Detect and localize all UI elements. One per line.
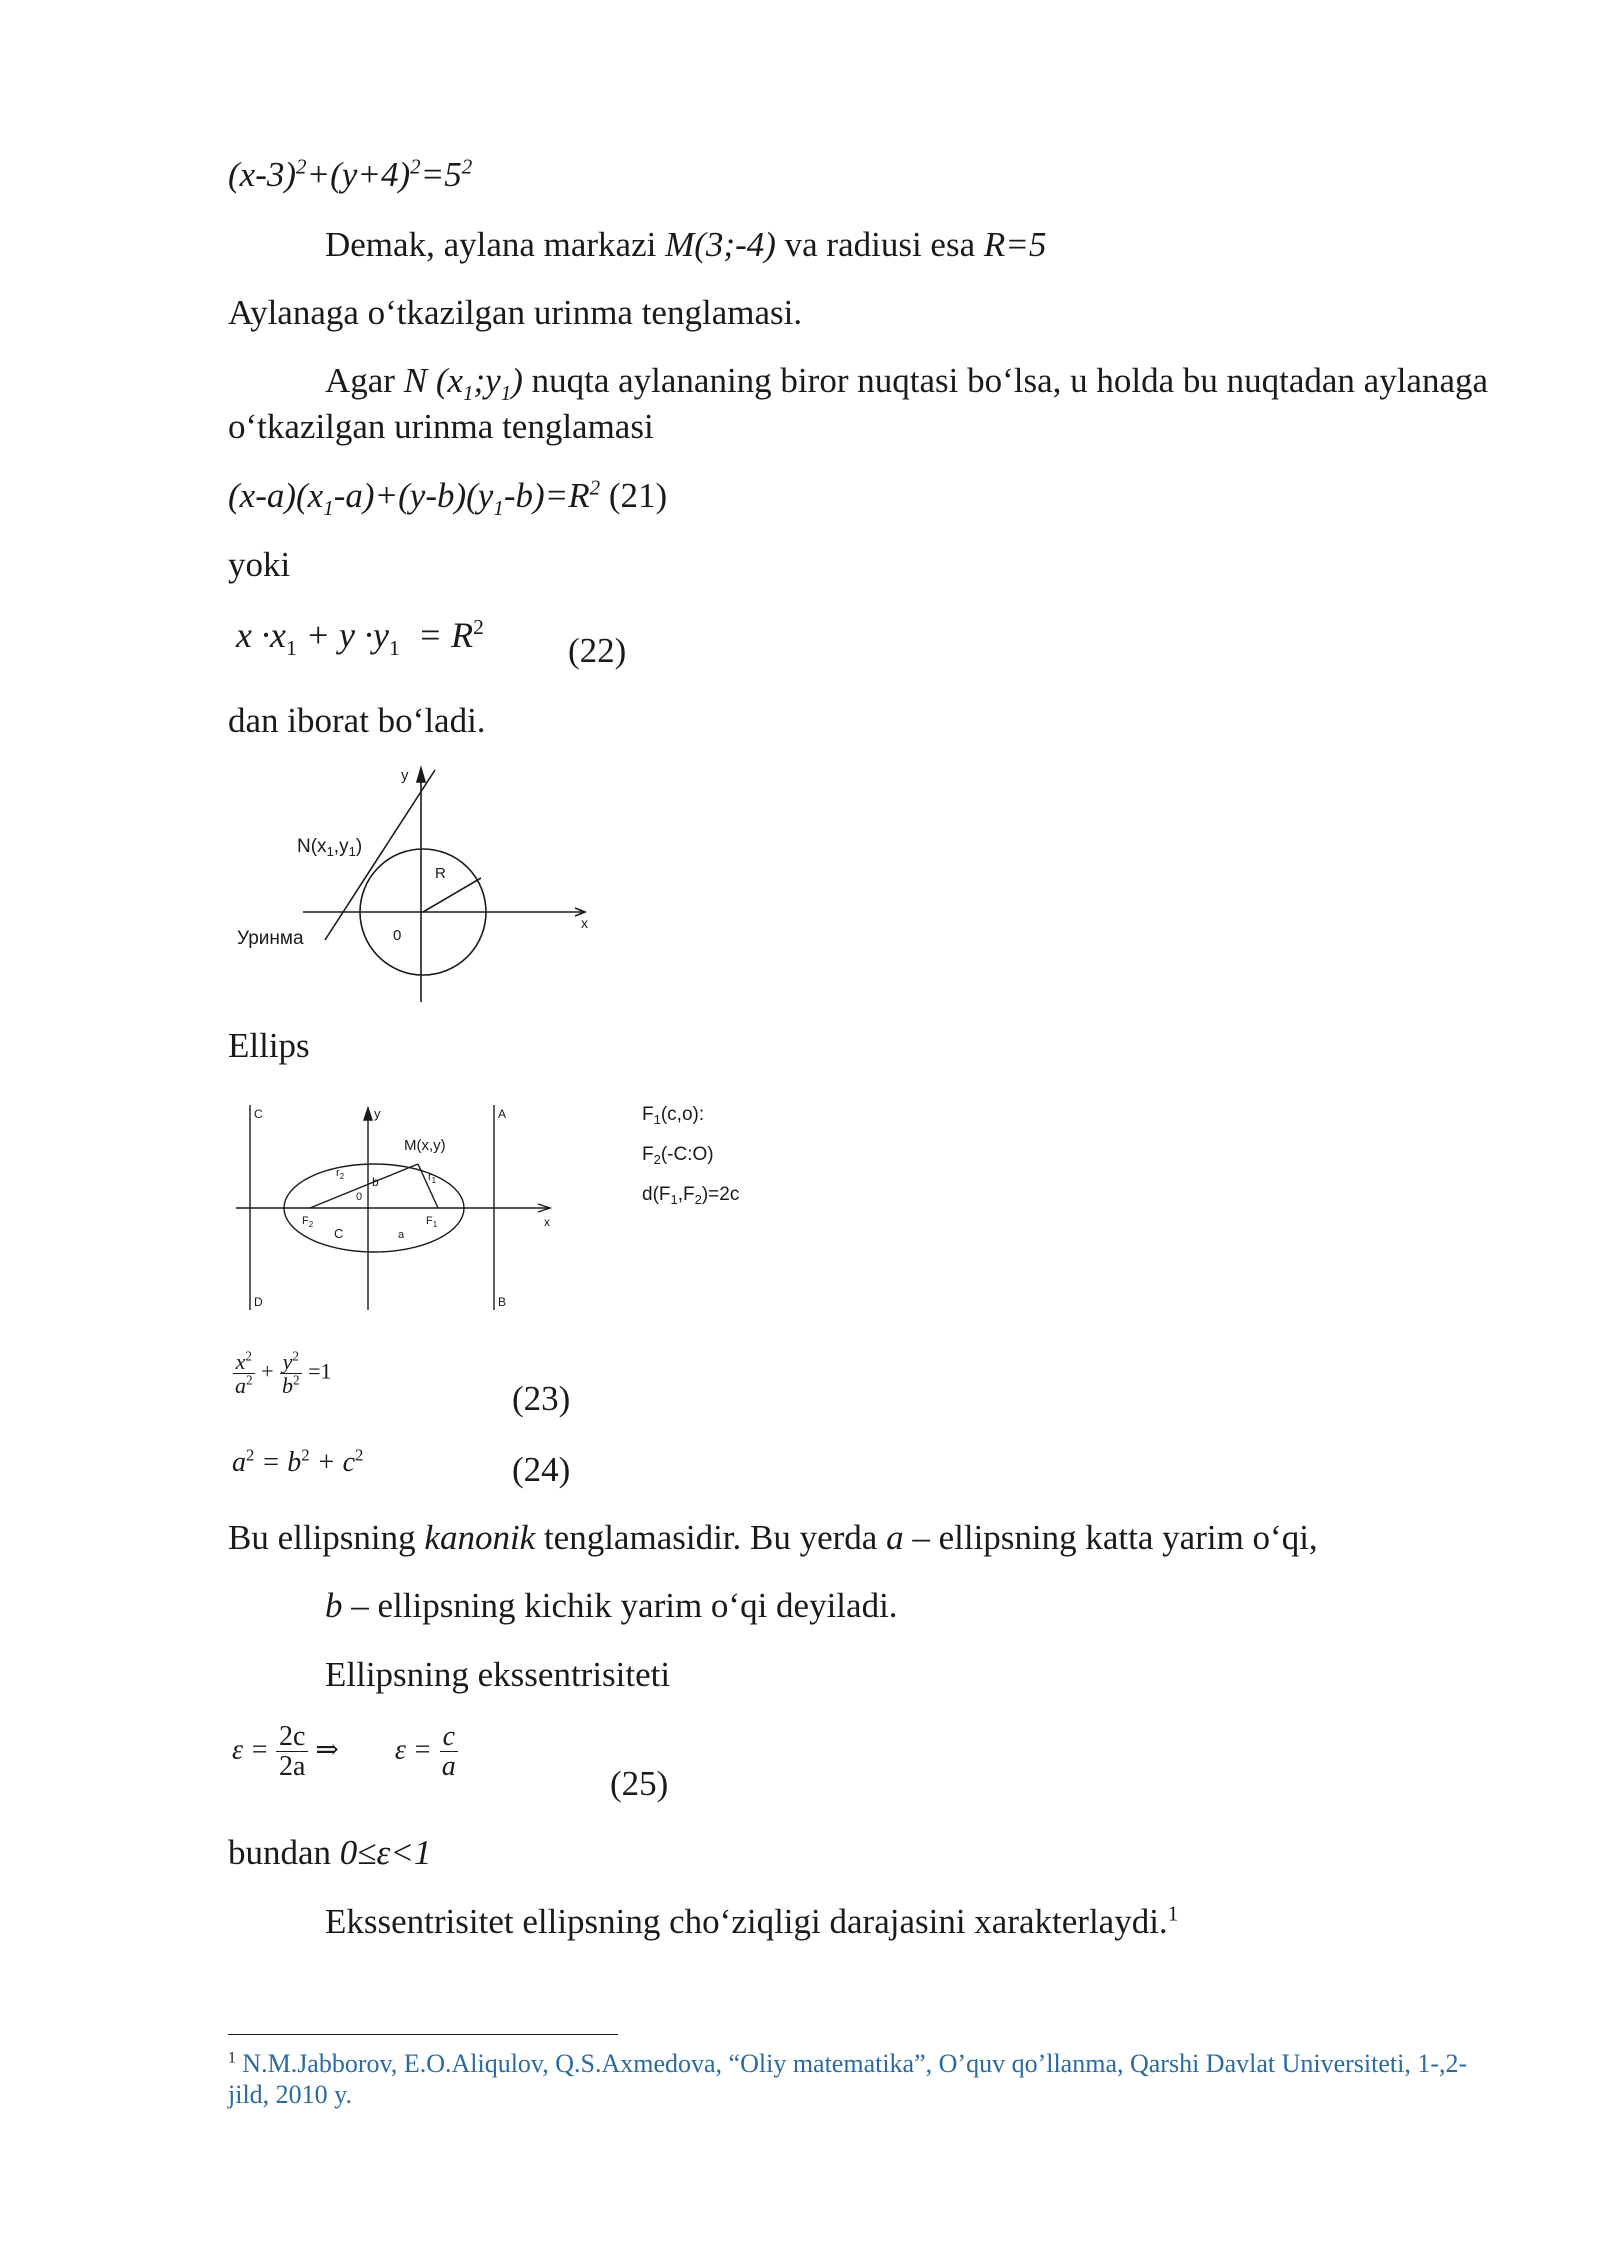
label-f1: $F_1$ <box>426 1215 438 1229</box>
equation-24: $a^2 = b^2 + c^2$ <box>232 1445 364 1478</box>
eccentricity-final-sentence: Ekssentrisitet ellipsning cho‘ziqligi darajasini xarakterlaydi.$^1$ <box>325 1901 1179 1941</box>
label-a: A <box>498 1107 507 1121</box>
x-label: x <box>581 915 588 931</box>
radius-line <box>423 878 481 912</box>
label-f2: $F_2$ <box>302 1215 314 1229</box>
label-b-small: b <box>372 1175 379 1189</box>
tangent-heading: Aylanaga o‘tkazilgan urinma tenglamasi. <box>228 293 803 332</box>
label-y: y <box>374 1106 381 1121</box>
footnote: $^1$ N.M.Jabborov, E.O.Aliqulov, Q.S.Axmedova, “Oliy matematika”, O’quv qo’llanma, Qarshi Davlat Universiteti, 1-,2-jild, 2010 y. <box>228 2049 1468 2109</box>
n-point-label: $N(x_1,y_1)$ <box>297 836 363 859</box>
equation-23-number: (23) <box>512 1379 571 1418</box>
label-origin: 0 <box>356 1191 363 1203</box>
y-axis-arrow <box>364 1108 372 1120</box>
canonical-sentence: Bu ellipsning kanonik tenglamasidir. Bu yerda a – ellipsning katta yarim o‘qi, <box>228 1518 1318 1557</box>
focus-1: $F_1(c,o)$: <box>642 1104 705 1127</box>
eccentricity-heading: Ellipsning ekssentrisiteti <box>325 1655 671 1694</box>
label-c-inner: C <box>334 1226 344 1241</box>
equation-21: $(x-a)(x_1-a)+(y-b)(y_1-b)=R^2$ (21) <box>228 475 668 520</box>
label-d: D <box>254 1295 263 1309</box>
label-r1: $r_1$ <box>428 1171 437 1185</box>
ellips-heading: Ellips <box>228 1026 310 1065</box>
foci-notes <box>640 1100 780 1210</box>
bundan-sentence: bundan 0≤ε<1 <box>228 1833 432 1872</box>
y-axis-arrow <box>417 768 425 782</box>
equation-22-number: (22) <box>568 631 627 670</box>
equation-25-number: (25) <box>610 1764 669 1803</box>
dan-iborat-text: dan iborat bo‘ladi. <box>228 701 486 740</box>
focus-2: $F_2(-C:O)$ <box>642 1144 714 1167</box>
center-radius-sentence: Demak, aylana markazi M(3;-4) va radiusi esa R=5 <box>325 225 1047 264</box>
label-x: x <box>544 1215 550 1229</box>
equation-23: $\frac{x^2}{a^2}$ + $\frac{y^2}{b^2}$ =1 <box>232 1350 332 1397</box>
radius-label: R <box>435 865 446 882</box>
equation-24-number: (24) <box>512 1450 571 1489</box>
footnote-separator <box>228 2034 618 2035</box>
yoki-text: yoki <box>228 545 291 584</box>
equation-22: $x \cdot x_1 + y \cdot y_1 = R^2$ <box>236 615 484 661</box>
circle-tangent-figure <box>225 760 605 1010</box>
label-a-inner: a <box>398 1229 405 1241</box>
label-m: M(x,y) <box>404 1137 446 1154</box>
footnote-reference[interactable]: 1 <box>1167 1901 1179 1926</box>
label-b: B <box>498 1295 507 1309</box>
y-label: y <box>401 767 409 784</box>
minor-axis-sentence: b – ellipsning kichik yarim o‘qi deyiladi. <box>325 1586 898 1625</box>
label-c: C <box>254 1107 263 1121</box>
tangent-paragraph: Agar N $(x_1;y_1)$ nuqta aylananing biror nuqtasi bo‘lsa, u holda bu nuqtadan aylanaga o‘tkazilgan urinma tenglamasi <box>228 361 1489 446</box>
focal-distance: $d(F_1,F_2)=2c$ <box>642 1184 740 1207</box>
equation-25: ε = $\frac{2c}{2a}$ ⇒ ε = $\frac{c}{a}$ <box>232 1722 459 1782</box>
tangent-label: Уринма <box>237 928 304 949</box>
circle-equation: $(x-3)^2+(y+4)^2=5^2$ <box>228 154 473 194</box>
label-r2: $r_2$ <box>336 1167 345 1181</box>
origin-label: 0 <box>393 927 402 944</box>
ellipse-figure <box>228 1100 598 1320</box>
